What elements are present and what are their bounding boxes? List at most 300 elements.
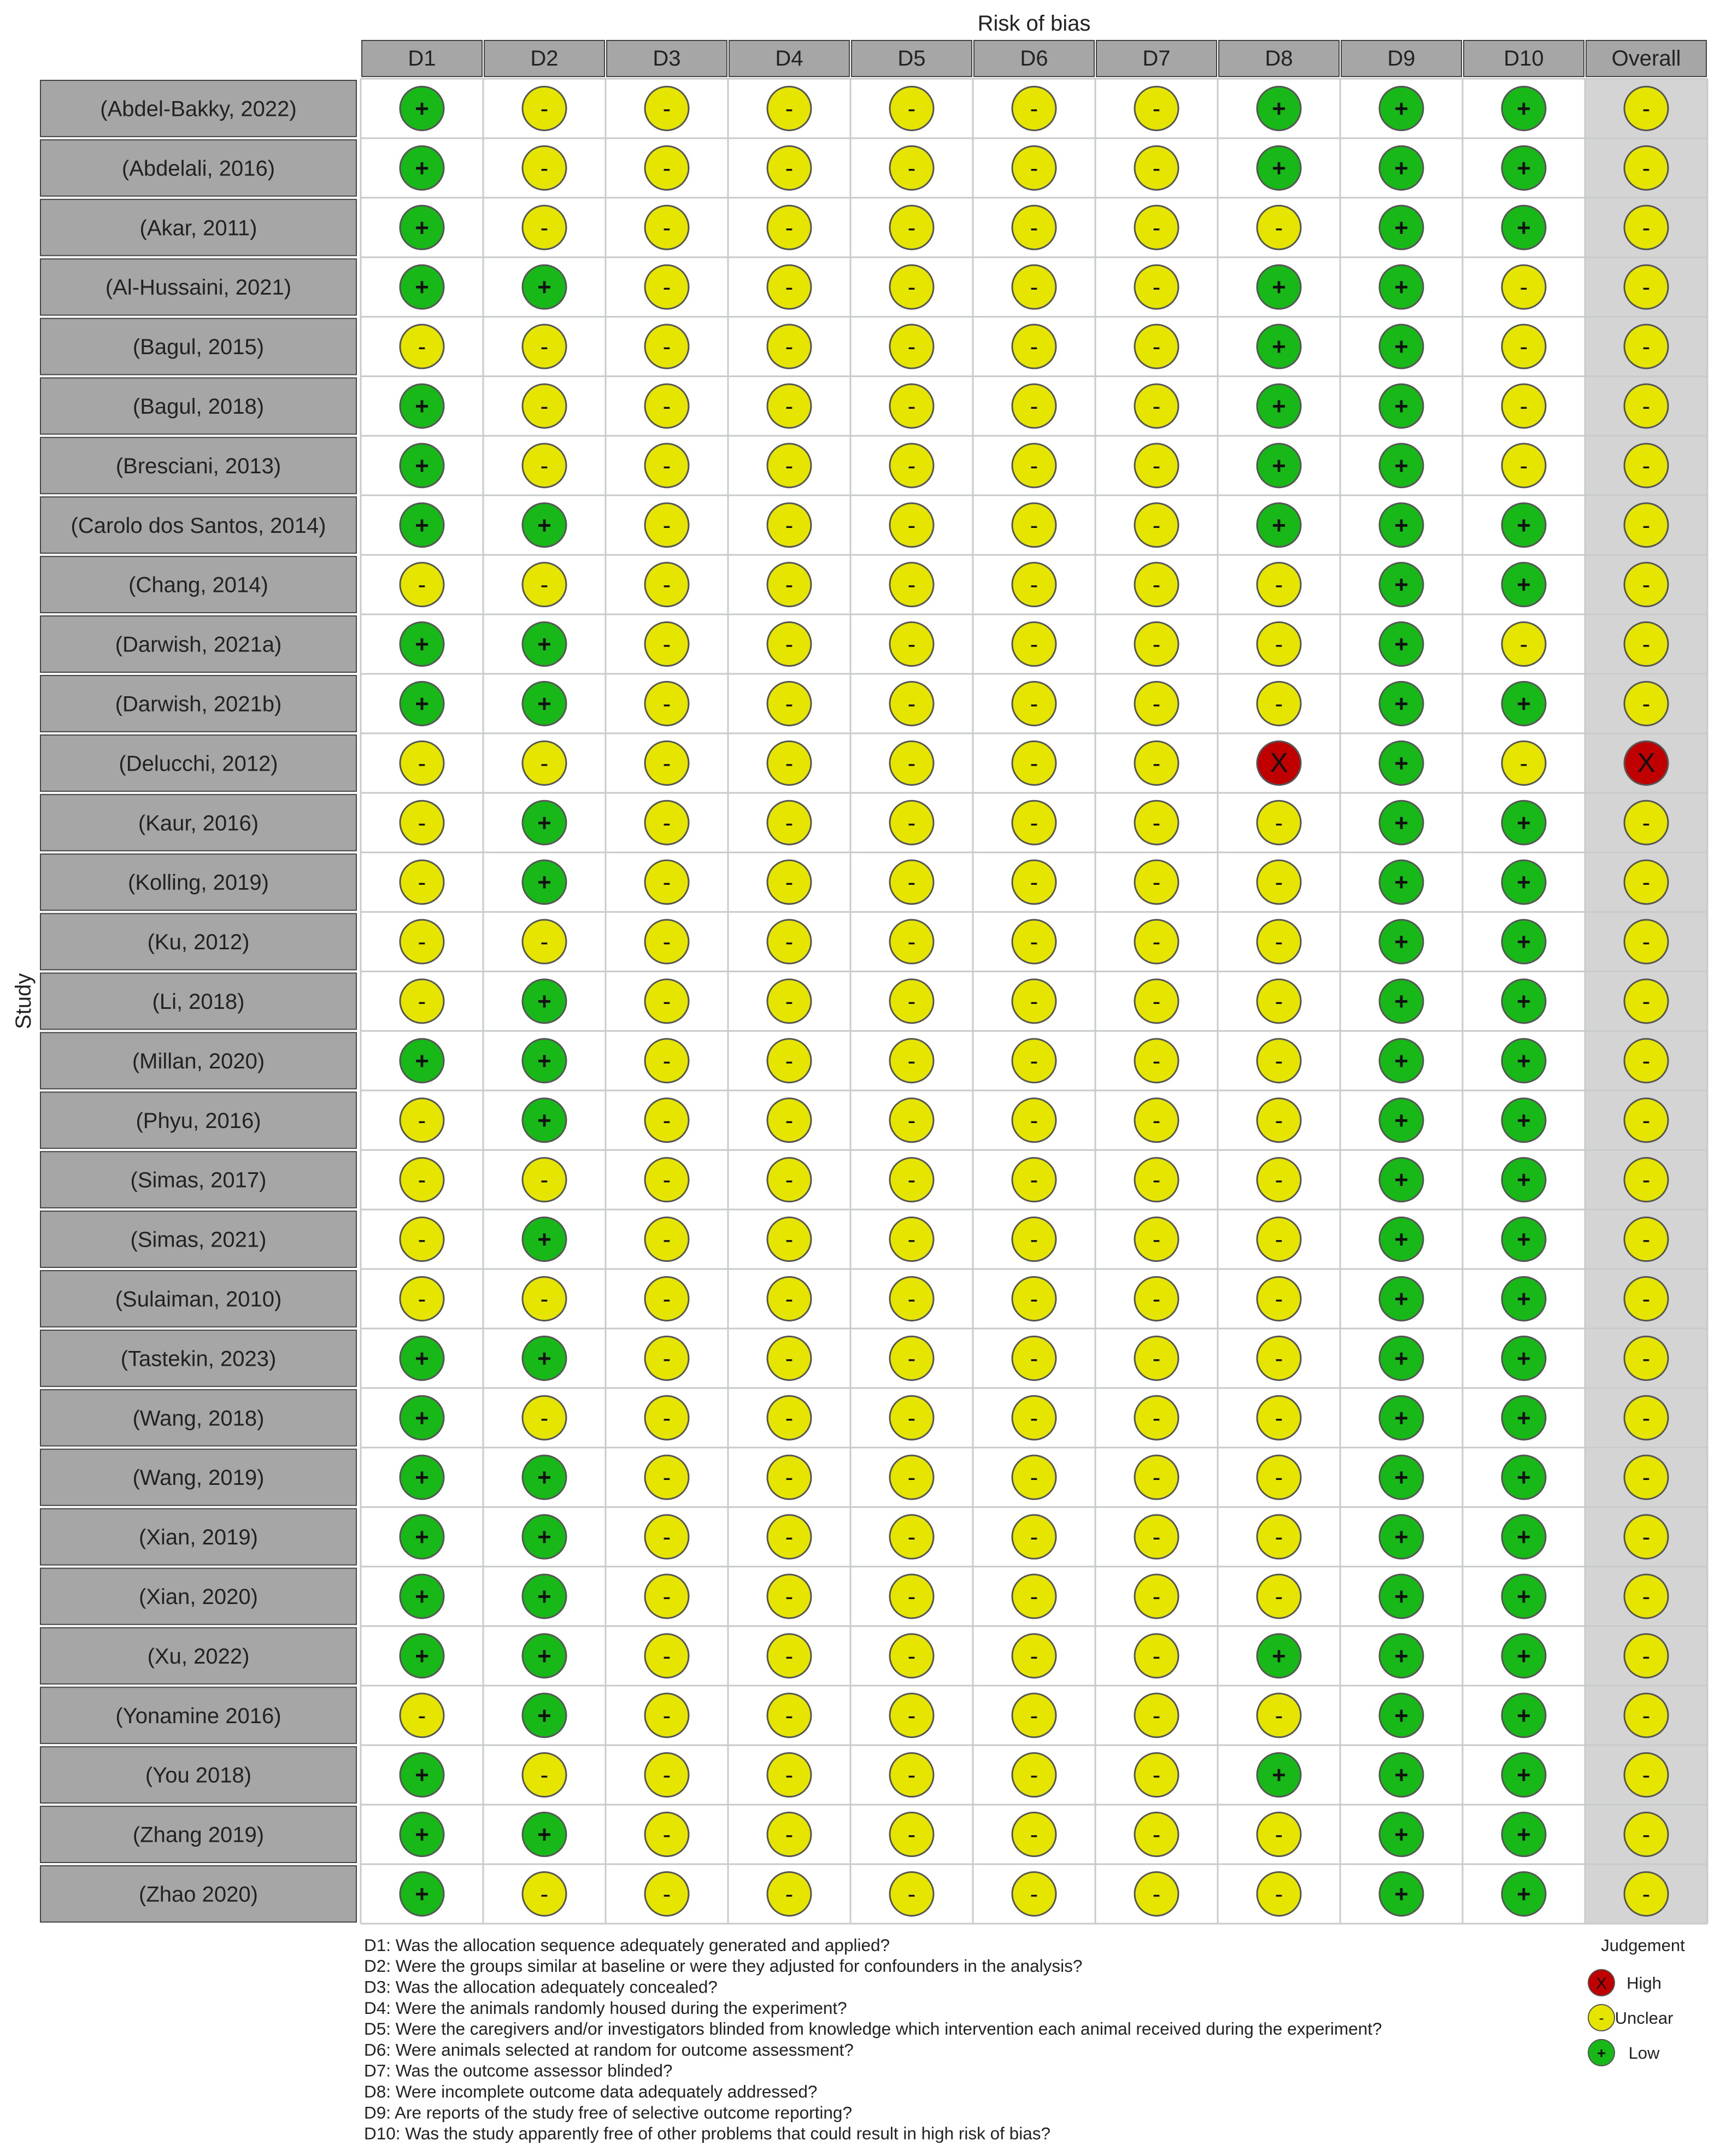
judgement-symbol: - <box>1275 1702 1283 1729</box>
judgement-symbol: - <box>1642 1524 1651 1551</box>
judgement-symbol: - <box>662 452 671 479</box>
judgement-symbol: - <box>540 333 549 361</box>
judgement-symbol: + <box>415 392 429 420</box>
judgement-symbol: - <box>785 1821 794 1848</box>
judgement-symbol: + <box>537 869 551 896</box>
judgement-symbol: + <box>1517 1881 1531 1908</box>
judgement-symbol: - <box>907 929 916 956</box>
judgement-symbol: - <box>907 690 916 718</box>
judgement-symbol: + <box>1517 1642 1531 1670</box>
judgement-symbol: + <box>537 690 551 718</box>
judgement-symbol: + <box>1272 1761 1286 1789</box>
judgement-symbol: + <box>1272 452 1286 479</box>
judgement-symbol: - <box>785 1285 794 1313</box>
judgement-symbol: - <box>907 1761 916 1789</box>
judgement-symbol: - <box>907 1405 916 1432</box>
judgement-symbol: - <box>662 274 671 301</box>
study-label: (Kolling, 2019) <box>128 871 269 895</box>
judgement-symbol: - <box>907 1821 916 1848</box>
judgement-symbol: - <box>1642 1166 1651 1194</box>
judgement-symbol: + <box>1517 1285 1531 1313</box>
judgement-symbol: - <box>907 750 916 777</box>
judgement-symbol: + <box>1517 869 1531 896</box>
judgement-symbol: + <box>1517 1702 1531 1729</box>
judgement-symbol: + <box>537 1345 551 1372</box>
judgement-symbol: - <box>662 1464 671 1491</box>
judgement-symbol: - <box>1642 1107 1651 1134</box>
study-label: (Abdel-Bakky, 2022) <box>100 97 297 121</box>
judgement-symbol: - <box>907 452 916 479</box>
judgement-symbol: - <box>1642 1464 1651 1491</box>
judgement-symbol: - <box>1152 690 1161 718</box>
judgement-symbol: - <box>540 95 549 122</box>
study-label: (Millan, 2020) <box>132 1049 265 1073</box>
judgement-symbol: - <box>1152 333 1161 361</box>
judgement-symbol: + <box>1272 155 1286 182</box>
study-label: (Simas, 2017) <box>130 1168 267 1192</box>
judgement-symbol: + <box>1394 929 1408 956</box>
judgement-symbol: + <box>1517 988 1531 1015</box>
judgement-symbol: + <box>1517 571 1531 598</box>
judgement-symbol: - <box>1030 1047 1038 1074</box>
judgement-symbol: - <box>1642 274 1651 301</box>
judgement-symbol: - <box>1152 1583 1161 1610</box>
study-label: (Simas, 2021) <box>130 1227 267 1252</box>
judgement-symbol: + <box>1272 274 1286 301</box>
judgement-symbol: + <box>537 1226 551 1253</box>
judgement-symbol: + <box>1394 1821 1408 1848</box>
judgement-symbol: + <box>1394 274 1408 301</box>
judgement-symbol: + <box>1394 452 1408 479</box>
judgement-symbol: - <box>662 1405 671 1432</box>
column-label-d1: D1 <box>408 46 436 71</box>
judgement-symbol: + <box>1394 1702 1408 1729</box>
study-label: (Darwish, 2021a) <box>115 632 282 657</box>
judgement-symbol: - <box>1152 1881 1161 1908</box>
judgement-symbol: - <box>540 1166 549 1194</box>
judgement-symbol: + <box>1394 869 1408 896</box>
judgement-symbol: - <box>1519 392 1528 420</box>
judgement-symbol: + <box>415 1405 429 1432</box>
judgement-symbol: - <box>662 1761 671 1789</box>
judgement-symbol: - <box>418 1702 426 1729</box>
study-label: (Akar, 2011) <box>139 216 257 240</box>
judgement-symbol: - <box>785 155 794 182</box>
judgement-symbol: - <box>1152 1107 1161 1134</box>
judgement-symbol: + <box>537 512 551 539</box>
judgement-symbol: - <box>1030 988 1038 1015</box>
judgement-symbol: + <box>1517 1761 1531 1789</box>
judgement-symbol: - <box>907 1464 916 1491</box>
judgement-symbol: - <box>1642 929 1651 956</box>
legend-title: Judgement <box>1601 1935 1685 1955</box>
judgement-symbol: - <box>1275 869 1283 896</box>
judgement-symbol: - <box>1642 1583 1651 1610</box>
judgement-symbol: - <box>907 1881 916 1908</box>
study-label: (Abdelali, 2016) <box>121 156 275 181</box>
study-label: (Bagul, 2018) <box>132 394 265 419</box>
judgement-symbol: - <box>662 869 671 896</box>
judgement-symbol: - <box>1030 214 1038 242</box>
study-label: (Phyu, 2016) <box>136 1108 261 1133</box>
judgement-symbol: - <box>1275 809 1283 837</box>
judgement-symbol: - <box>1152 274 1161 301</box>
judgement-symbol: - <box>1030 869 1038 896</box>
study-label: (Li, 2018) <box>152 989 245 1014</box>
judgement-symbol: - <box>1152 1761 1161 1789</box>
judgement-symbol: - <box>907 1524 916 1551</box>
judgement-symbol: + <box>415 1761 429 1789</box>
judgement-symbol: - <box>1275 1047 1283 1074</box>
judgement-symbol: + <box>415 690 429 718</box>
judgement-symbol: X <box>1637 747 1656 778</box>
judgement-symbol: + <box>537 1821 551 1848</box>
column-label-d9: D9 <box>1387 46 1416 71</box>
judgement-symbol: - <box>785 1583 794 1610</box>
judgement-symbol: - <box>785 333 794 361</box>
judgement-symbol: + <box>537 1047 551 1074</box>
judgement-symbol: + <box>1517 1345 1531 1372</box>
judgement-symbol: + <box>537 1107 551 1134</box>
judgement-symbol: + <box>537 1524 551 1551</box>
judgement-symbol: - <box>1642 869 1651 896</box>
judgement-symbol: - <box>540 1761 549 1789</box>
judgement-symbol: - <box>540 392 549 420</box>
judgement-symbol: + <box>1394 750 1408 777</box>
judgement-symbol: - <box>662 1166 671 1194</box>
judgement-symbol: - <box>1642 1881 1651 1908</box>
judgement-symbol: - <box>540 1405 549 1432</box>
judgement-symbol: - <box>785 571 794 598</box>
judgement-symbol: - <box>785 1047 794 1074</box>
judgement-symbol: + <box>1517 1047 1531 1074</box>
judgement-symbol: - <box>785 1464 794 1491</box>
judgement-symbol: - <box>1642 1226 1651 1253</box>
judgement-symbol: - <box>662 1821 671 1848</box>
judgement-symbol: - <box>418 929 426 956</box>
judgement-symbol: - <box>1030 809 1038 837</box>
judgement-symbol: - <box>1275 1345 1283 1372</box>
judgement-symbol: - <box>907 571 916 598</box>
judgement-symbol: - <box>907 1166 916 1194</box>
study-label: (Sulaiman, 2010) <box>115 1287 282 1312</box>
judgement-symbol: + <box>415 1881 429 1908</box>
judgement-symbol: + <box>1394 690 1408 718</box>
judgement-symbol: + <box>1517 155 1531 182</box>
study-label: (Chang, 2014) <box>128 573 268 597</box>
judgement-symbol: - <box>1275 1464 1283 1491</box>
column-label-d4: D4 <box>775 46 803 71</box>
judgement-symbol: - <box>785 214 794 242</box>
judgement-symbol: - <box>662 1583 671 1610</box>
judgement-symbol: - <box>540 750 549 777</box>
judgement-symbol: - <box>418 750 426 777</box>
judgement-symbol: + <box>1394 1464 1408 1491</box>
judgement-symbol: + <box>415 1345 429 1372</box>
judgement-symbol: + <box>415 274 429 301</box>
footnote-10: D10: Was the study apparently free of other problems that could result in high risk of bias? <box>364 2123 1050 2143</box>
judgement-symbol: - <box>418 333 426 361</box>
judgement-symbol: - <box>1030 750 1038 777</box>
judgement-symbol: - <box>540 155 549 182</box>
judgement-symbol: X <box>1270 747 1288 778</box>
y-axis-label: Study <box>11 973 36 1030</box>
legend-unclear-label: Unclear <box>1615 2008 1674 2028</box>
judgement-symbol: - <box>418 869 426 896</box>
column-label-d5: D5 <box>897 46 926 71</box>
footnote-1: D1: Was the allocation sequence adequately generated and applied? <box>364 1935 890 1955</box>
judgement-symbol: - <box>662 631 671 658</box>
judgement-symbol: - <box>785 1524 794 1551</box>
judgement-symbol: - <box>1152 1702 1161 1729</box>
column-label-d10: D10 <box>1504 46 1544 71</box>
judgement-symbol: - <box>1642 1642 1651 1670</box>
judgement-symbol: - <box>907 809 916 837</box>
judgement-symbol: - <box>1152 95 1161 122</box>
judgement-symbol: - <box>418 1107 426 1134</box>
judgement-symbol: - <box>418 988 426 1015</box>
footnote-7: D7: Was the outcome assessor blinded? <box>364 2060 673 2081</box>
judgement-symbol: - <box>785 1642 794 1670</box>
judgement-symbol: + <box>1272 1642 1286 1670</box>
judgement-symbol: - <box>907 869 916 896</box>
judgement-symbol: + <box>415 1047 429 1074</box>
judgement-symbol: - <box>1642 1821 1651 1848</box>
judgement-symbol: - <box>785 1345 794 1372</box>
judgement-symbol: + <box>1272 512 1286 539</box>
judgement-symbol: - <box>662 512 671 539</box>
judgement-symbol: - <box>1030 1642 1038 1670</box>
judgement-symbol: - <box>907 392 916 420</box>
judgement-symbol: + <box>415 1464 429 1491</box>
judgement-symbol: + <box>1517 1107 1531 1134</box>
judgement-symbol: - <box>540 452 549 479</box>
judgement-symbol: - <box>907 1583 916 1610</box>
judgement-symbol: - <box>1152 750 1161 777</box>
judgement-symbol: - <box>785 1702 794 1729</box>
judgement-symbol: - <box>1275 690 1283 718</box>
judgement-symbol: - <box>1030 690 1038 718</box>
judgement-symbol: - <box>1519 274 1528 301</box>
judgement-symbol: - <box>785 512 794 539</box>
judgement-symbol: + <box>1517 690 1531 718</box>
judgement-symbol: + <box>1394 1285 1408 1313</box>
judgement-symbol: - <box>907 1345 916 1372</box>
judgement-symbol: + <box>1394 809 1408 837</box>
judgement-symbol: - <box>1519 452 1528 479</box>
footnote-8: D8: Were incomplete outcome data adequately addressed? <box>364 2082 818 2101</box>
judgement-symbol: - <box>785 95 794 122</box>
judgement-symbol: + <box>1517 1405 1531 1432</box>
judgement-symbol: - <box>418 809 426 837</box>
judgement-symbol: - <box>907 214 916 242</box>
judgement-symbol: - <box>1275 1285 1283 1313</box>
judgement-symbol: - <box>662 1702 671 1729</box>
judgement-symbol: - <box>540 214 549 242</box>
judgement-symbol: - <box>418 1166 426 1194</box>
judgement-symbol: - <box>1642 988 1651 1015</box>
judgement-symbol: - <box>1152 1047 1161 1074</box>
legend-high-label: High <box>1627 1973 1662 1993</box>
judgement-symbol: - <box>1642 1761 1651 1789</box>
judgement-symbol: - <box>1519 333 1528 361</box>
legend-unclear-symbol: - <box>1599 2009 1604 2026</box>
judgement-symbol: + <box>1394 1226 1408 1253</box>
legend-low-label: Low <box>1628 2043 1660 2063</box>
judgement-symbol: - <box>1519 750 1528 777</box>
study-label: (You 2018) <box>145 1763 252 1788</box>
judgement-symbol: - <box>1642 1047 1651 1074</box>
legend-low-symbol: + <box>1596 2044 1606 2061</box>
judgement-symbol: - <box>1642 155 1651 182</box>
judgement-symbol: + <box>1394 1583 1408 1610</box>
judgement-symbol: - <box>1275 214 1283 242</box>
study-label: (Carolo dos Santos, 2014) <box>71 513 326 538</box>
judgement-symbol: + <box>1394 214 1408 242</box>
judgement-symbol: - <box>1275 1405 1283 1432</box>
judgement-symbol: - <box>662 1047 671 1074</box>
study-label: (Kaur, 2016) <box>138 811 259 836</box>
judgement-symbol: - <box>662 1642 671 1670</box>
judgement-symbol: + <box>415 1642 429 1670</box>
judgement-symbol: - <box>907 1107 916 1134</box>
judgement-symbol: + <box>537 1642 551 1670</box>
judgement-symbol: - <box>1152 631 1161 658</box>
judgement-symbol: - <box>540 571 549 598</box>
judgement-symbol: - <box>785 1405 794 1432</box>
judgement-symbol: - <box>1642 214 1651 242</box>
judgement-symbol: - <box>1152 155 1161 182</box>
judgement-symbol: - <box>662 95 671 122</box>
judgement-symbol: - <box>907 274 916 301</box>
judgement-symbol: + <box>1272 95 1286 122</box>
judgement-symbol: + <box>1394 1107 1408 1134</box>
judgement-symbol: + <box>537 1583 551 1610</box>
judgement-symbol: - <box>1642 809 1651 837</box>
judgement-symbol: - <box>1030 1107 1038 1134</box>
study-label: (Zhang 2019) <box>132 1823 265 1847</box>
judgement-symbol: - <box>1152 571 1161 598</box>
judgement-symbol: - <box>1642 1345 1651 1372</box>
judgement-symbol: - <box>1152 392 1161 420</box>
study-label: (Darwish, 2021b) <box>115 692 282 716</box>
judgement-symbol: - <box>1030 1881 1038 1908</box>
judgement-symbol: + <box>415 452 429 479</box>
judgement-symbol: + <box>1517 1583 1531 1610</box>
judgement-symbol: - <box>662 690 671 718</box>
judgement-symbol: + <box>415 1821 429 1848</box>
judgement-symbol: - <box>785 1107 794 1134</box>
judgement-symbol: - <box>1275 1821 1283 1848</box>
judgement-symbol: - <box>1030 155 1038 182</box>
judgement-symbol: - <box>662 1226 671 1253</box>
footnote-9: D9: Are reports of the study free of selective outcome reporting? <box>364 2102 852 2123</box>
judgement-symbol: - <box>785 392 794 420</box>
chart-title: Risk of bias <box>977 11 1091 36</box>
judgement-symbol: - <box>1030 1166 1038 1194</box>
judgement-symbol: - <box>662 1285 671 1313</box>
judgement-symbol: - <box>1152 214 1161 242</box>
judgement-symbol: - <box>1152 1821 1161 1848</box>
judgement-symbol: - <box>662 750 671 777</box>
judgement-symbol: - <box>1030 1464 1038 1491</box>
judgement-symbol: + <box>537 988 551 1015</box>
judgement-symbol: + <box>415 95 429 122</box>
column-label-overall: Overall <box>1611 46 1681 71</box>
judgement-symbol: - <box>785 690 794 718</box>
judgement-symbol: - <box>662 155 671 182</box>
study-label: (Xian, 2020) <box>139 1584 258 1609</box>
judgement-symbol: - <box>1152 1345 1161 1372</box>
study-label: (Wang, 2018) <box>132 1406 265 1431</box>
judgement-symbol: - <box>1642 1702 1651 1729</box>
column-label-d2: D2 <box>530 46 559 71</box>
judgement-symbol: - <box>907 95 916 122</box>
judgement-symbol: + <box>537 1702 551 1729</box>
judgement-symbol: - <box>1275 1524 1283 1551</box>
judgement-symbol: + <box>1394 392 1408 420</box>
judgement-symbol: - <box>1152 1166 1161 1194</box>
judgement-symbol: + <box>537 631 551 658</box>
judgement-symbol: + <box>1394 1405 1408 1432</box>
judgement-symbol: - <box>1275 1881 1283 1908</box>
judgement-symbol: + <box>1517 1821 1531 1848</box>
judgement-symbol: - <box>1275 988 1283 1015</box>
study-label: (Wang, 2019) <box>132 1466 265 1490</box>
judgement-symbol: + <box>1394 631 1408 658</box>
judgement-symbol: - <box>418 1285 426 1313</box>
judgement-symbol: - <box>907 512 916 539</box>
judgement-symbol: - <box>907 631 916 658</box>
judgement-symbol: - <box>1275 1226 1283 1253</box>
judgement-symbol: - <box>1152 512 1161 539</box>
judgement-symbol: - <box>907 1702 916 1729</box>
judgement-symbol: + <box>1517 809 1531 837</box>
judgement-symbol: + <box>537 1464 551 1491</box>
judgement-symbol: - <box>1642 631 1651 658</box>
study-label: (Zhao 2020) <box>139 1882 258 1907</box>
judgement-symbol: - <box>1030 571 1038 598</box>
judgement-symbol: - <box>1030 631 1038 658</box>
judgement-symbol: - <box>1152 1464 1161 1491</box>
judgement-symbol: - <box>1519 631 1528 658</box>
judgement-symbol: + <box>1394 571 1408 598</box>
study-label: (Delucchi, 2012) <box>119 751 278 776</box>
judgement-symbol: - <box>662 1345 671 1372</box>
judgement-symbol: - <box>1030 512 1038 539</box>
judgement-symbol: - <box>907 1226 916 1253</box>
judgement-symbol: - <box>1030 274 1038 301</box>
judgement-symbol: - <box>785 631 794 658</box>
judgement-symbol: + <box>1394 1166 1408 1194</box>
judgement-symbol: - <box>662 929 671 956</box>
judgement-symbol: + <box>1394 1881 1408 1908</box>
judgement-symbol: - <box>907 155 916 182</box>
judgement-symbol: - <box>907 1642 916 1670</box>
judgement-symbol: - <box>1642 452 1651 479</box>
footnote-6: D6: Were animals selected at random for outcome assessment? <box>364 2040 854 2060</box>
judgement-symbol: + <box>1272 392 1286 420</box>
study-label: (Bagul, 2015) <box>132 335 265 360</box>
judgement-symbol: + <box>1394 1047 1408 1074</box>
footnote-3: D3: Was the allocation adequately concealed? <box>364 1977 718 1997</box>
legend-high-symbol: X <box>1595 1974 1607 1993</box>
judgement-symbol: - <box>1030 95 1038 122</box>
judgement-symbol: - <box>1152 1226 1161 1253</box>
judgement-symbol: - <box>907 1047 916 1074</box>
judgement-symbol: + <box>537 809 551 837</box>
judgement-symbol: - <box>662 392 671 420</box>
